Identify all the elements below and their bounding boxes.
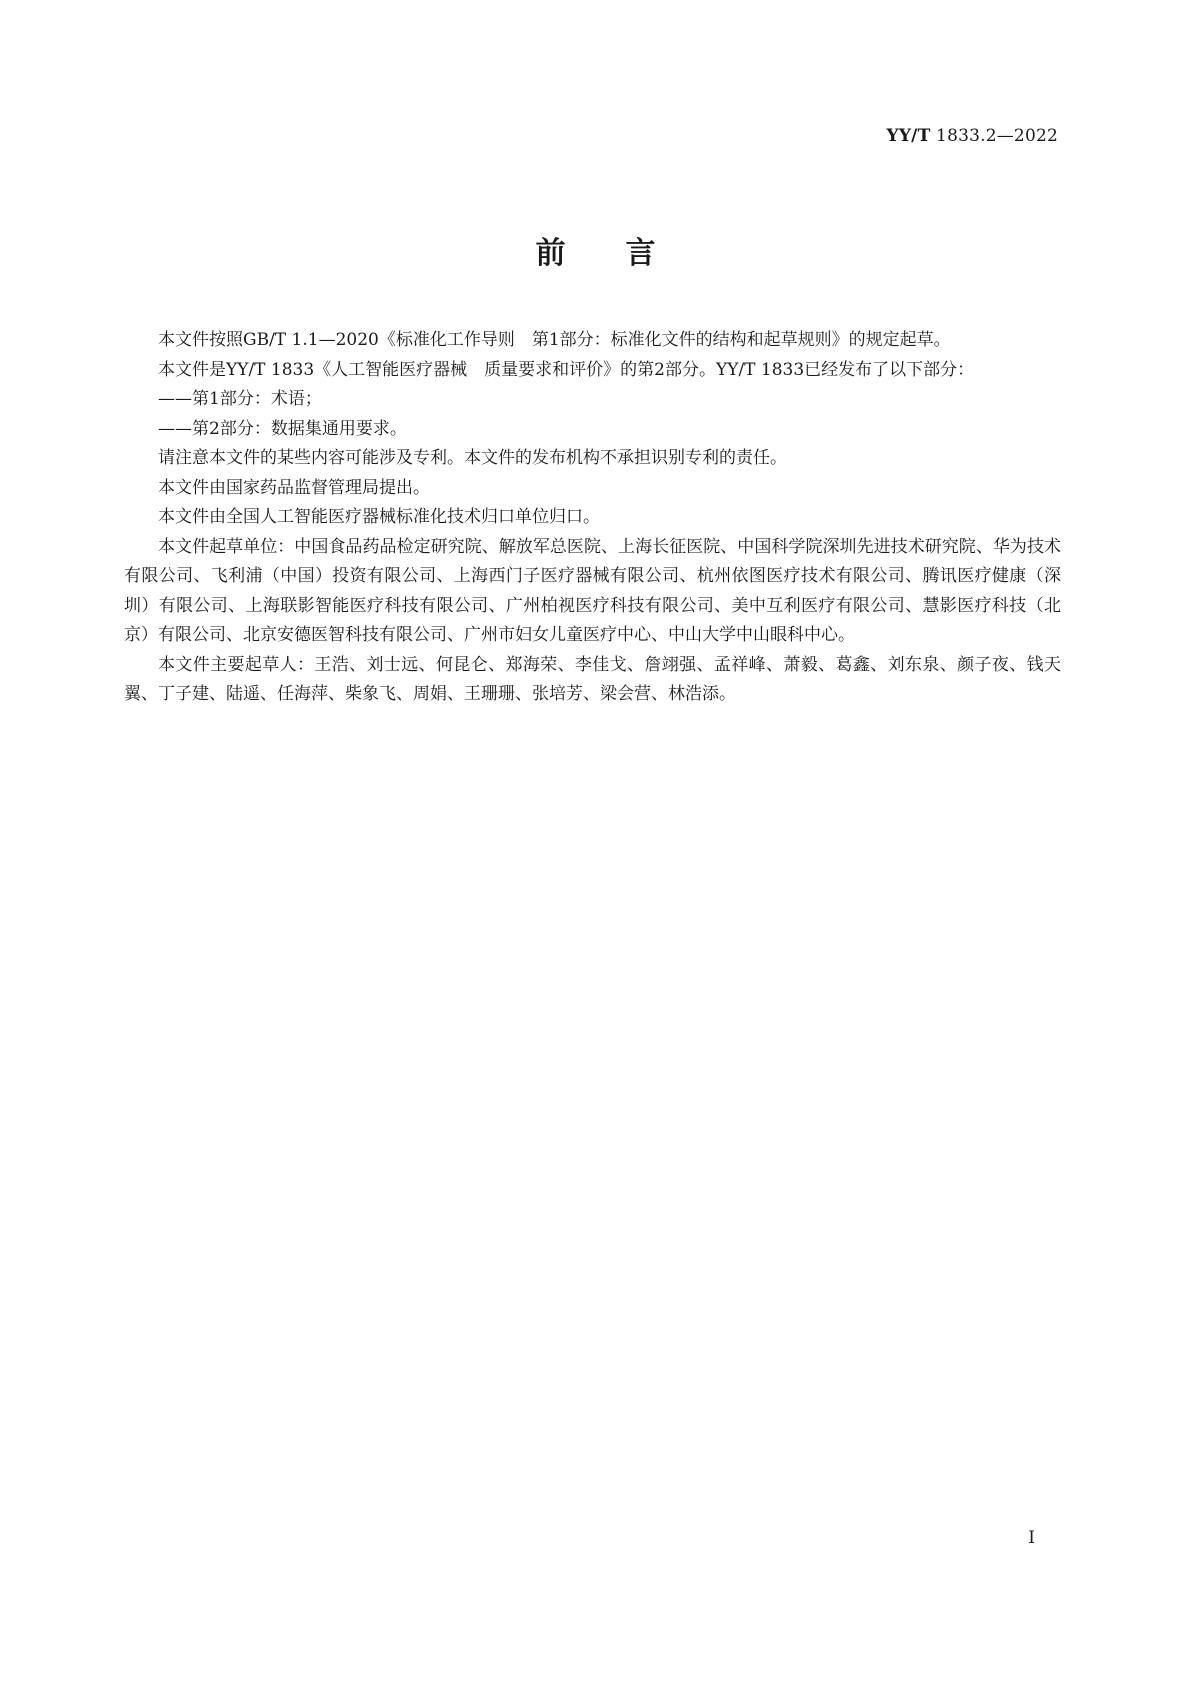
list-item-part-2: ——第2部分：数据集通用要求。 — [158, 418, 407, 439]
paragraph-series-part: 本文件是YY/T 1833《人工智能医疗器械 质量要求和评价》的第2部分。YY/T 1833已经发布了以下部分： — [158, 359, 975, 380]
page-number: I — [1028, 1528, 1035, 1548]
standard-number: 1833.2—2022 — [936, 126, 1058, 146]
paragraph-proposed-by: 本文件由国家药品监督管理局提出。 — [158, 477, 430, 498]
foreword-body — [124, 326, 1061, 710]
standard-prefix: YY/T — [886, 126, 931, 146]
list-item-part-1: ——第1部分：术语； — [158, 389, 322, 409]
standard-code — [887, 126, 1059, 146]
paragraph-drafters: 本文件主要起草人：王浩、刘士远、何昆仑、郑海荣、李佳戈、詹翊强、孟祥峰、萧毅、葛鑫、刘东泉、颜子夜、钱天翼、丁子建、陆遥、任海萍、柴象飞、周娟、王珊珊、张培芳、梁会营、林浩添。 — [124, 654, 1061, 704]
paragraph-patent-notice: 请注意本文件的某些内容可能涉及专利。本文件的发布机构不承担识别专利的责任。 — [158, 448, 787, 468]
paragraph-centralized-by: 本文件由全国人工智能医疗器械标准化技术归口单位归口。 — [158, 507, 600, 527]
page-title: 前言 — [535, 236, 716, 271]
paragraph-drafting-organizations: 本文件起草单位：中国食品药品检定研究院、解放军总医院、上海长征医院、中国科学院深圳先进技术研究院、华为技术有限公司、飞利浦（中国）投资有限公司、上海西门子医疗器械有限公司、杭州依图医疗技术有限公司、腾讯医疗健康（深圳）有限公司、上海联影智能医疗科技有限公司、广州柏视医疗科技有限公司、美中互利医疗有限公司、慧影医疗科技（北京）有限公司、北京安德医智科技有限公司、广州市妇女儿童医疗中心、中山大学中山眼科中心。 — [124, 536, 1061, 645]
paragraph-drafting-rules: 本文件按照GB/T 1.1—2020《标准化工作导则 第1部分：标准化文件的结构和起草规则》的规定起草。 — [158, 330, 951, 350]
